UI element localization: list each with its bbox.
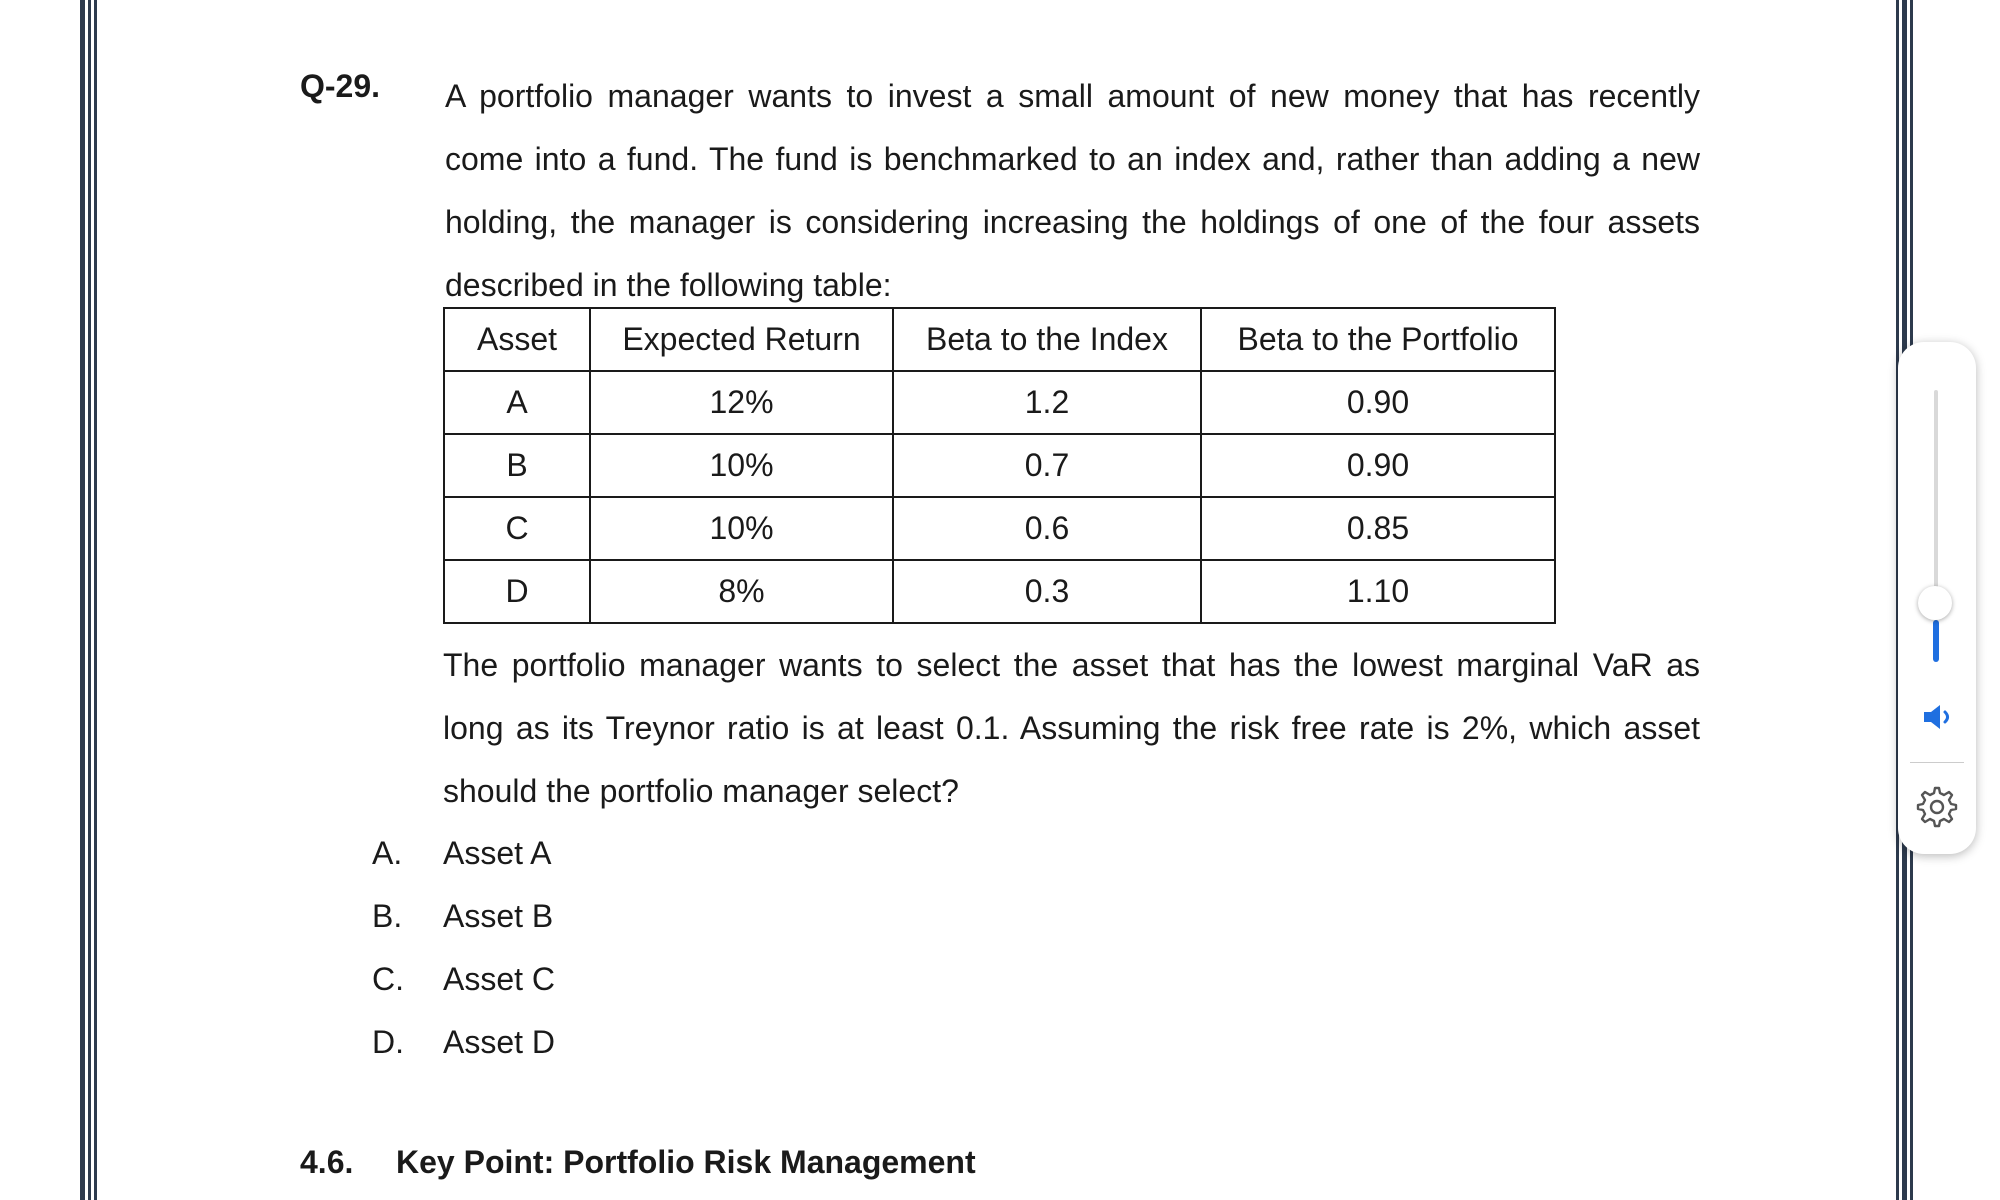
answer-option-d	[372, 1011, 555, 1074]
table-cell: A	[444, 371, 590, 434]
gear-icon[interactable]	[1916, 786, 1958, 828]
table-header-row	[444, 308, 1555, 371]
table-cell: 0.7	[893, 434, 1201, 497]
table-header-cell: Beta to the Index	[893, 308, 1201, 371]
table-cell: B	[444, 434, 590, 497]
option-text: Asset C	[443, 961, 556, 997]
table-cell: 0.6	[893, 497, 1201, 560]
option-text: Asset D	[443, 1024, 556, 1060]
speaker-icon[interactable]	[1920, 702, 1956, 732]
answer-option-b	[372, 885, 555, 948]
question-number: Q-29.	[300, 68, 381, 104]
option-letter: A.	[372, 835, 403, 871]
answer-options	[372, 822, 555, 1074]
option-letter: C.	[372, 961, 404, 997]
asset-table	[443, 307, 1556, 624]
answer-option-c	[372, 948, 555, 1011]
table-row	[444, 560, 1555, 623]
section-number: 4.6.	[300, 1144, 354, 1180]
table-row	[444, 434, 1555, 497]
section-heading	[300, 1144, 976, 1181]
section-title: Key Point: Portfolio Risk Management	[396, 1144, 976, 1180]
volume-control-panel	[1898, 342, 1976, 854]
table-header-cell: Expected Return	[590, 308, 893, 371]
table-cell: 8%	[590, 560, 893, 623]
table-cell: 10%	[590, 434, 893, 497]
table-cell: 1.10	[1201, 560, 1555, 623]
question-followup: The portfolio manager wants to select the asset that has the lowest marginal VaR as long as its Treynor ratio is at least 0.1. Assuming the risk free rate is 2%, which asset should the portfolio manager select?	[443, 647, 1700, 809]
option-letter: B.	[372, 898, 403, 934]
page-border-left	[78, 0, 118, 1200]
volume-slider-thumb[interactable]	[1918, 586, 1952, 620]
option-text: Asset A	[443, 835, 552, 871]
table-cell: 12%	[590, 371, 893, 434]
table-header-cell: Beta to the Portfolio	[1201, 308, 1555, 371]
table-row	[444, 497, 1555, 560]
table-header-cell: Asset	[444, 308, 590, 371]
answer-option-a	[372, 822, 555, 885]
question-intro: A portfolio manager wants to invest a small amount of new money that has recently come into a fund. The fund is benchmarked to an index and, rather than adding a new holding, the manager is considering increasing the holdings of one of the four assets described in the following table:	[445, 78, 1700, 303]
table-cell: 10%	[590, 497, 893, 560]
table-cell: 0.3	[893, 560, 1201, 623]
option-text: Asset B	[443, 898, 554, 934]
table-cell: 0.90	[1201, 434, 1555, 497]
volume-slider-track[interactable]	[1934, 390, 1938, 602]
table-cell: D	[444, 560, 590, 623]
widget-divider	[1910, 762, 1964, 763]
volume-slider-fill	[1933, 620, 1939, 662]
option-letter: D.	[372, 1024, 404, 1060]
table-cell: 0.90	[1201, 371, 1555, 434]
table-cell: 0.85	[1201, 497, 1555, 560]
table-row	[444, 371, 1555, 434]
table-cell: C	[444, 497, 590, 560]
table-cell: 1.2	[893, 371, 1201, 434]
